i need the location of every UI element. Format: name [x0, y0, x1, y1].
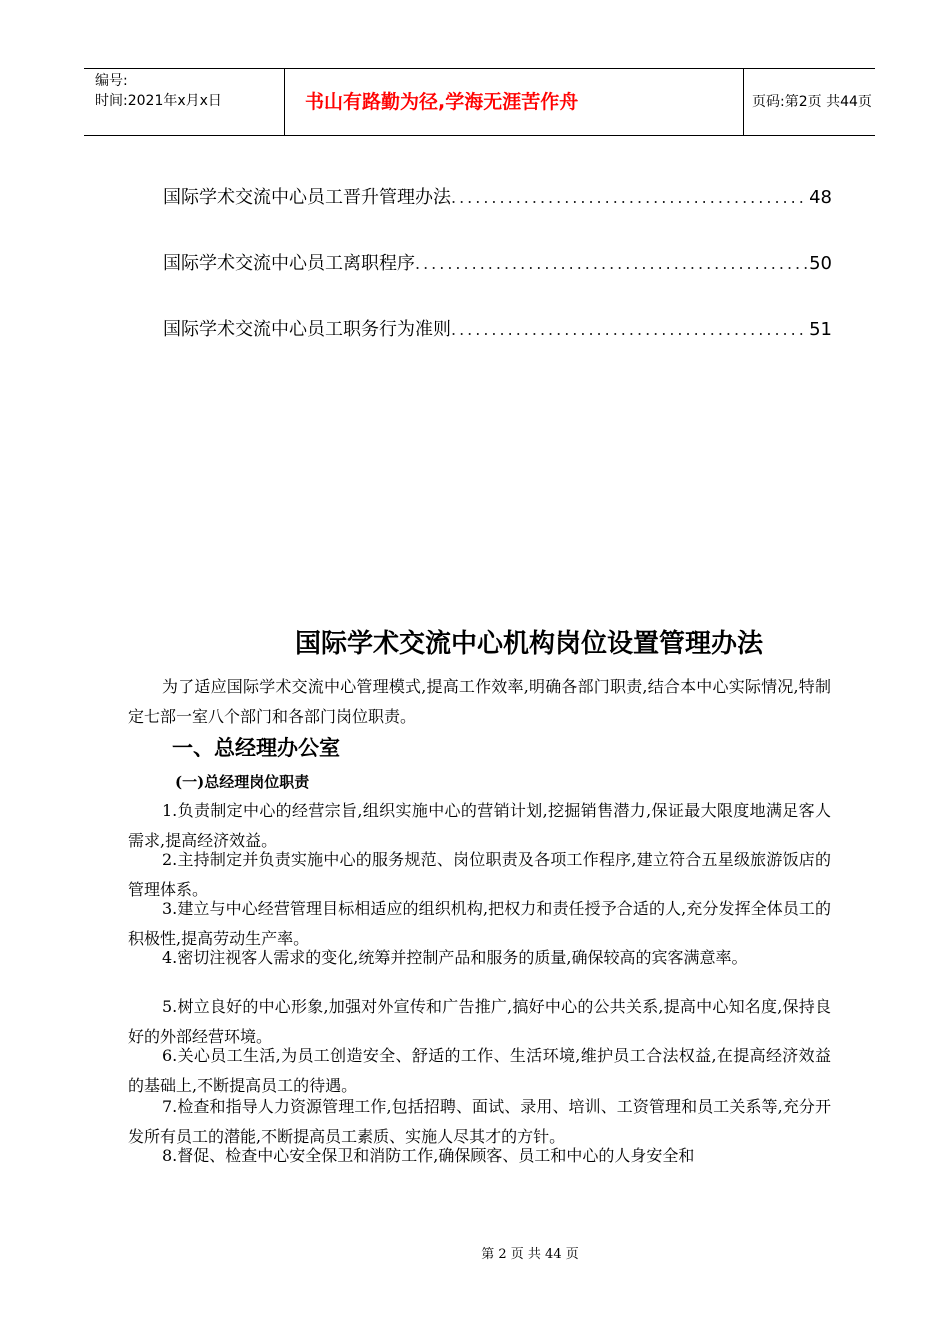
duty-item: 2.主持制定并负责实施中心的服务规范、岗位职责及各项工作程序,建立符合五星级旅游饭店的管理体系。: [128, 850, 831, 899]
duty-item: 7.检查和指导人力资源管理工作,包括招聘、面试、录用、培训、工资管理和员工关系等,充分开发所有员工的潜能,不断提高员工素质、实施人尽其才的方针。: [128, 1097, 831, 1146]
header-motto: 书山有路勤为径,学海无涯苦作舟: [285, 69, 744, 135]
toc-leader-dots: [451, 317, 807, 343]
page-header: [84, 68, 875, 136]
header-meta: [84, 69, 285, 135]
duty-item: 8.督促、检查中心安全保卫和消防工作,确保顾客、员工和中心的人身安全和: [162, 1146, 695, 1165]
toc-entry-title: 国际学术交流中心员工职务行为准则: [163, 319, 451, 340]
document-title: 国际学术交流中心机构岗位设置管理办法: [294, 629, 763, 659]
toc-leader-dots: [415, 251, 807, 277]
toc-entry-page: 48: [809, 187, 832, 208]
toc-entry[interactable]: [163, 251, 832, 277]
toc-entry-title: 国际学术交流中心员工晋升管理办法: [163, 187, 451, 208]
toc-leader-dots: [451, 185, 807, 211]
duty-item: 4.密切注视客人需求的变化,统筹并控制产品和服务的质量,确保较高的宾客满意率。: [162, 948, 748, 967]
toc-entry-page: 51: [809, 319, 832, 340]
header-time: 时间:2021年x月x日: [95, 93, 222, 109]
section-heading: 一、总经理办公室: [172, 736, 340, 760]
duty-item: 6.关心员工生活,为员工创造安全、舒适的工作、生活环境,维护员工合法权益,在提高经济效益的基础上,不断提高员工的待遇。: [128, 1046, 831, 1095]
duty-item: 3.建立与中心经营管理目标相适应的组织机构,把权力和责任授予合适的人,充分发挥全体员工的积极性,提高劳动生产率。: [128, 899, 831, 948]
intro-paragraph: 为了适应国际学术交流中心管理模式,提高工作效率,明确各部门职责,结合本中心实际情况,特制定七部一室八个部门和各部门岗位职责。: [128, 677, 831, 726]
toc-entry[interactable]: [163, 317, 832, 343]
header-page-info: 页码:第2页 共44页: [752, 94, 872, 110]
toc-entry-title: 国际学术交流中心员工离职程序: [163, 253, 415, 274]
subsection-heading: (一)总经理岗位职责: [175, 773, 310, 791]
duty-item: 5.树立良好的中心形象,加强对外宣传和广告推广,搞好中心的公共关系,提高中心知名度,保持良好的外部经营环境。: [128, 997, 831, 1046]
duty-item: 1.负责制定中心的经营宗旨,组织实施中心的营销计划,挖掘销售潜力,保证最大限度地满足客人需求,提高经济效益。: [128, 801, 831, 850]
header-number: 编号:: [95, 73, 128, 89]
toc-entry-page: 50: [809, 253, 832, 274]
page-footer: 第 2 页 共 44 页: [481, 1247, 579, 1262]
toc-entry[interactable]: [163, 185, 832, 211]
